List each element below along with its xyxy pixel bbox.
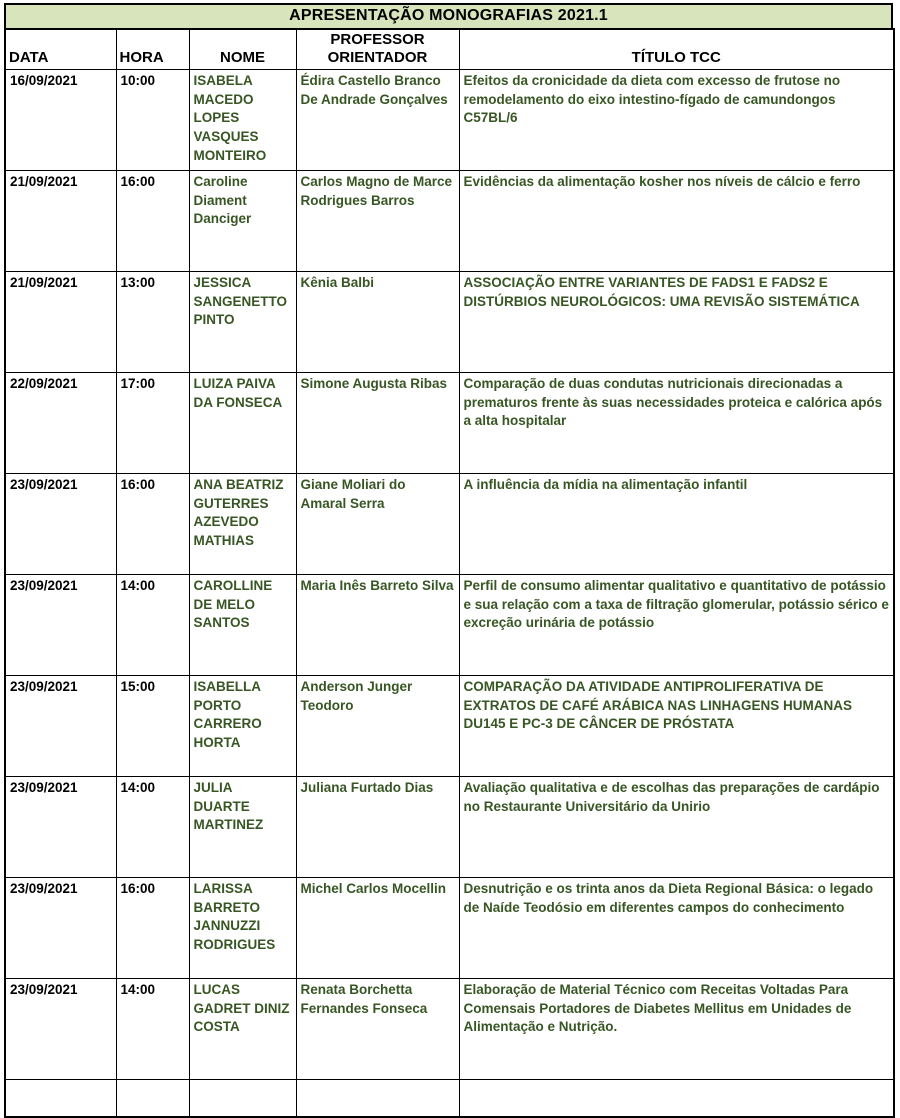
cell-data: 23/09/2021 xyxy=(5,979,116,1080)
cell-titulo: Perfil de consumo alimentar qualitativo e quantitativo de potássio e sua relação com a taxa de filtração glomerular, potássio sérico e excreção urinária de potássio xyxy=(459,575,894,676)
cell-nome: CAROLLINE DE MELO SANTOS xyxy=(189,575,296,676)
cell-hora: 16:00 xyxy=(116,474,189,575)
cell-orientador: Simone Augusta Ribas xyxy=(296,373,459,474)
cell-titulo: Desnutrição e os trinta anos da Dieta Regional Básica: o legado de Naíde Teodósio em diferentes campos do conhecimento xyxy=(459,878,894,979)
cell-data: 23/09/2021 xyxy=(5,474,116,575)
cell-data xyxy=(5,1080,116,1118)
cell-data: 22/09/2021 xyxy=(5,373,116,474)
cell-hora: 15:00 xyxy=(116,676,189,777)
column-header-professor-orientador: PROFESSOR ORIENTADOR xyxy=(296,29,459,70)
cell-orientador xyxy=(296,1080,459,1118)
cell-titulo: Evidências da alimentação kosher nos níveis de cálcio e ferro xyxy=(459,171,894,272)
table-row xyxy=(5,676,894,777)
cell-orientador: Anderson Junger Teodoro xyxy=(296,676,459,777)
cell-hora: 16:00 xyxy=(116,878,189,979)
table-row xyxy=(5,373,894,474)
cell-data: 21/09/2021 xyxy=(5,272,116,373)
header-row xyxy=(5,29,894,70)
table-row xyxy=(5,777,894,878)
table-row xyxy=(5,878,894,979)
table-row xyxy=(5,979,894,1080)
cell-orientador: Juliana Furtado Dias xyxy=(296,777,459,878)
presentation-schedule-table xyxy=(4,28,895,1118)
table-row xyxy=(5,70,894,171)
column-header-hora: HORA xyxy=(116,29,189,70)
cell-hora: 10:00 xyxy=(116,70,189,171)
cell-nome: Caroline Diament Danciger xyxy=(189,171,296,272)
table-row xyxy=(5,272,894,373)
cell-nome: ANA BEATRIZ GUTERRES AZEVEDO MATHIAS xyxy=(189,474,296,575)
table-body xyxy=(5,70,894,1118)
column-header-data: DATA xyxy=(5,29,116,70)
cell-hora: 14:00 xyxy=(116,979,189,1080)
column-header-nome: NOME xyxy=(189,29,296,70)
cell-titulo: Comparação de duas condutas nutricionais direcionadas a prematuros frente às suas necessidades proteica e calórica após a alta hospitalar xyxy=(459,373,894,474)
cell-orientador: Michel Carlos Mocellin xyxy=(296,878,459,979)
table-row xyxy=(5,1080,894,1118)
cell-data: 23/09/2021 xyxy=(5,676,116,777)
cell-nome: LARISSA BARRETO JANNUZZI RODRIGUES xyxy=(189,878,296,979)
cell-hora xyxy=(116,1080,189,1118)
cell-nome: JESSICA SANGENETTO PINTO xyxy=(189,272,296,373)
cell-data: 23/09/2021 xyxy=(5,878,116,979)
cell-nome: LUIZA PAIVA DA FONSECA xyxy=(189,373,296,474)
cell-orientador: Giane Moliari do Amaral Serra xyxy=(296,474,459,575)
cell-nome xyxy=(189,1080,296,1118)
table-row xyxy=(5,171,894,272)
cell-nome: ISABELA MACEDO LOPES VASQUES MONTEIRO xyxy=(189,70,296,171)
cell-hora: 13:00 xyxy=(116,272,189,373)
cell-orientador: Kênia Balbi xyxy=(296,272,459,373)
cell-orientador: Maria Inês Barreto Silva xyxy=(296,575,459,676)
table-row xyxy=(5,575,894,676)
cell-orientador: Renata Borchetta Fernandes Fonseca xyxy=(296,979,459,1080)
cell-data: 23/09/2021 xyxy=(5,575,116,676)
cell-nome: JULIA DUARTE MARTINEZ xyxy=(189,777,296,878)
cell-titulo xyxy=(459,1080,894,1118)
table-row xyxy=(5,474,894,575)
cell-titulo: ASSOCIAÇÃO ENTRE VARIANTES DE FADS1 E FADS2 E DISTÚRBIOS NEUROLÓGICOS: UMA REVISÃO SISTEMÁTICA xyxy=(459,272,894,373)
cell-hora: 16:00 xyxy=(116,171,189,272)
cell-hora: 14:00 xyxy=(116,777,189,878)
cell-titulo: Efeitos da cronicidade da dieta com excesso de frutose no remodelamento do eixo intestino-fígado de camundongos C57BL/6 xyxy=(459,70,894,171)
cell-titulo: Elaboração de Material Técnico com Receitas Voltadas Para Comensais Portadores de Diabetes Mellitus em Unidades de Alimentação e Nutrição. xyxy=(459,979,894,1080)
cell-orientador: Édira Castello Branco De Andrade Gonçalves xyxy=(296,70,459,171)
cell-data: 21/09/2021 xyxy=(5,171,116,272)
cell-hora: 14:00 xyxy=(116,575,189,676)
page-title: APRESENTAÇÃO MONOGRAFIAS 2021.1 xyxy=(4,3,893,30)
cell-hora: 17:00 xyxy=(116,373,189,474)
cell-titulo: A influência da mídia na alimentação infantil xyxy=(459,474,894,575)
cell-data: 16/09/2021 xyxy=(5,70,116,171)
cell-orientador: Carlos Magno de Marce Rodrigues Barros xyxy=(296,171,459,272)
column-header-titulo-tcc: TÍTULO TCC xyxy=(459,29,894,70)
cell-titulo: COMPARAÇÃO DA ATIVIDADE ANTIPROLIFERATIVA DE EXTRATOS DE CAFÉ ARÁBICA NAS LINHAGENS HUMANAS DU145 E PC-3 DE CÂNCER DE PRÓSTATA xyxy=(459,676,894,777)
cell-titulo: Avaliação qualitativa e de escolhas das preparações de cardápio no Restaurante Universitário da Unirio xyxy=(459,777,894,878)
cell-data: 23/09/2021 xyxy=(5,777,116,878)
cell-nome: LUCAS GADRET DINIZ COSTA xyxy=(189,979,296,1080)
cell-nome: ISABELLA PORTO CARRERO HORTA xyxy=(189,676,296,777)
